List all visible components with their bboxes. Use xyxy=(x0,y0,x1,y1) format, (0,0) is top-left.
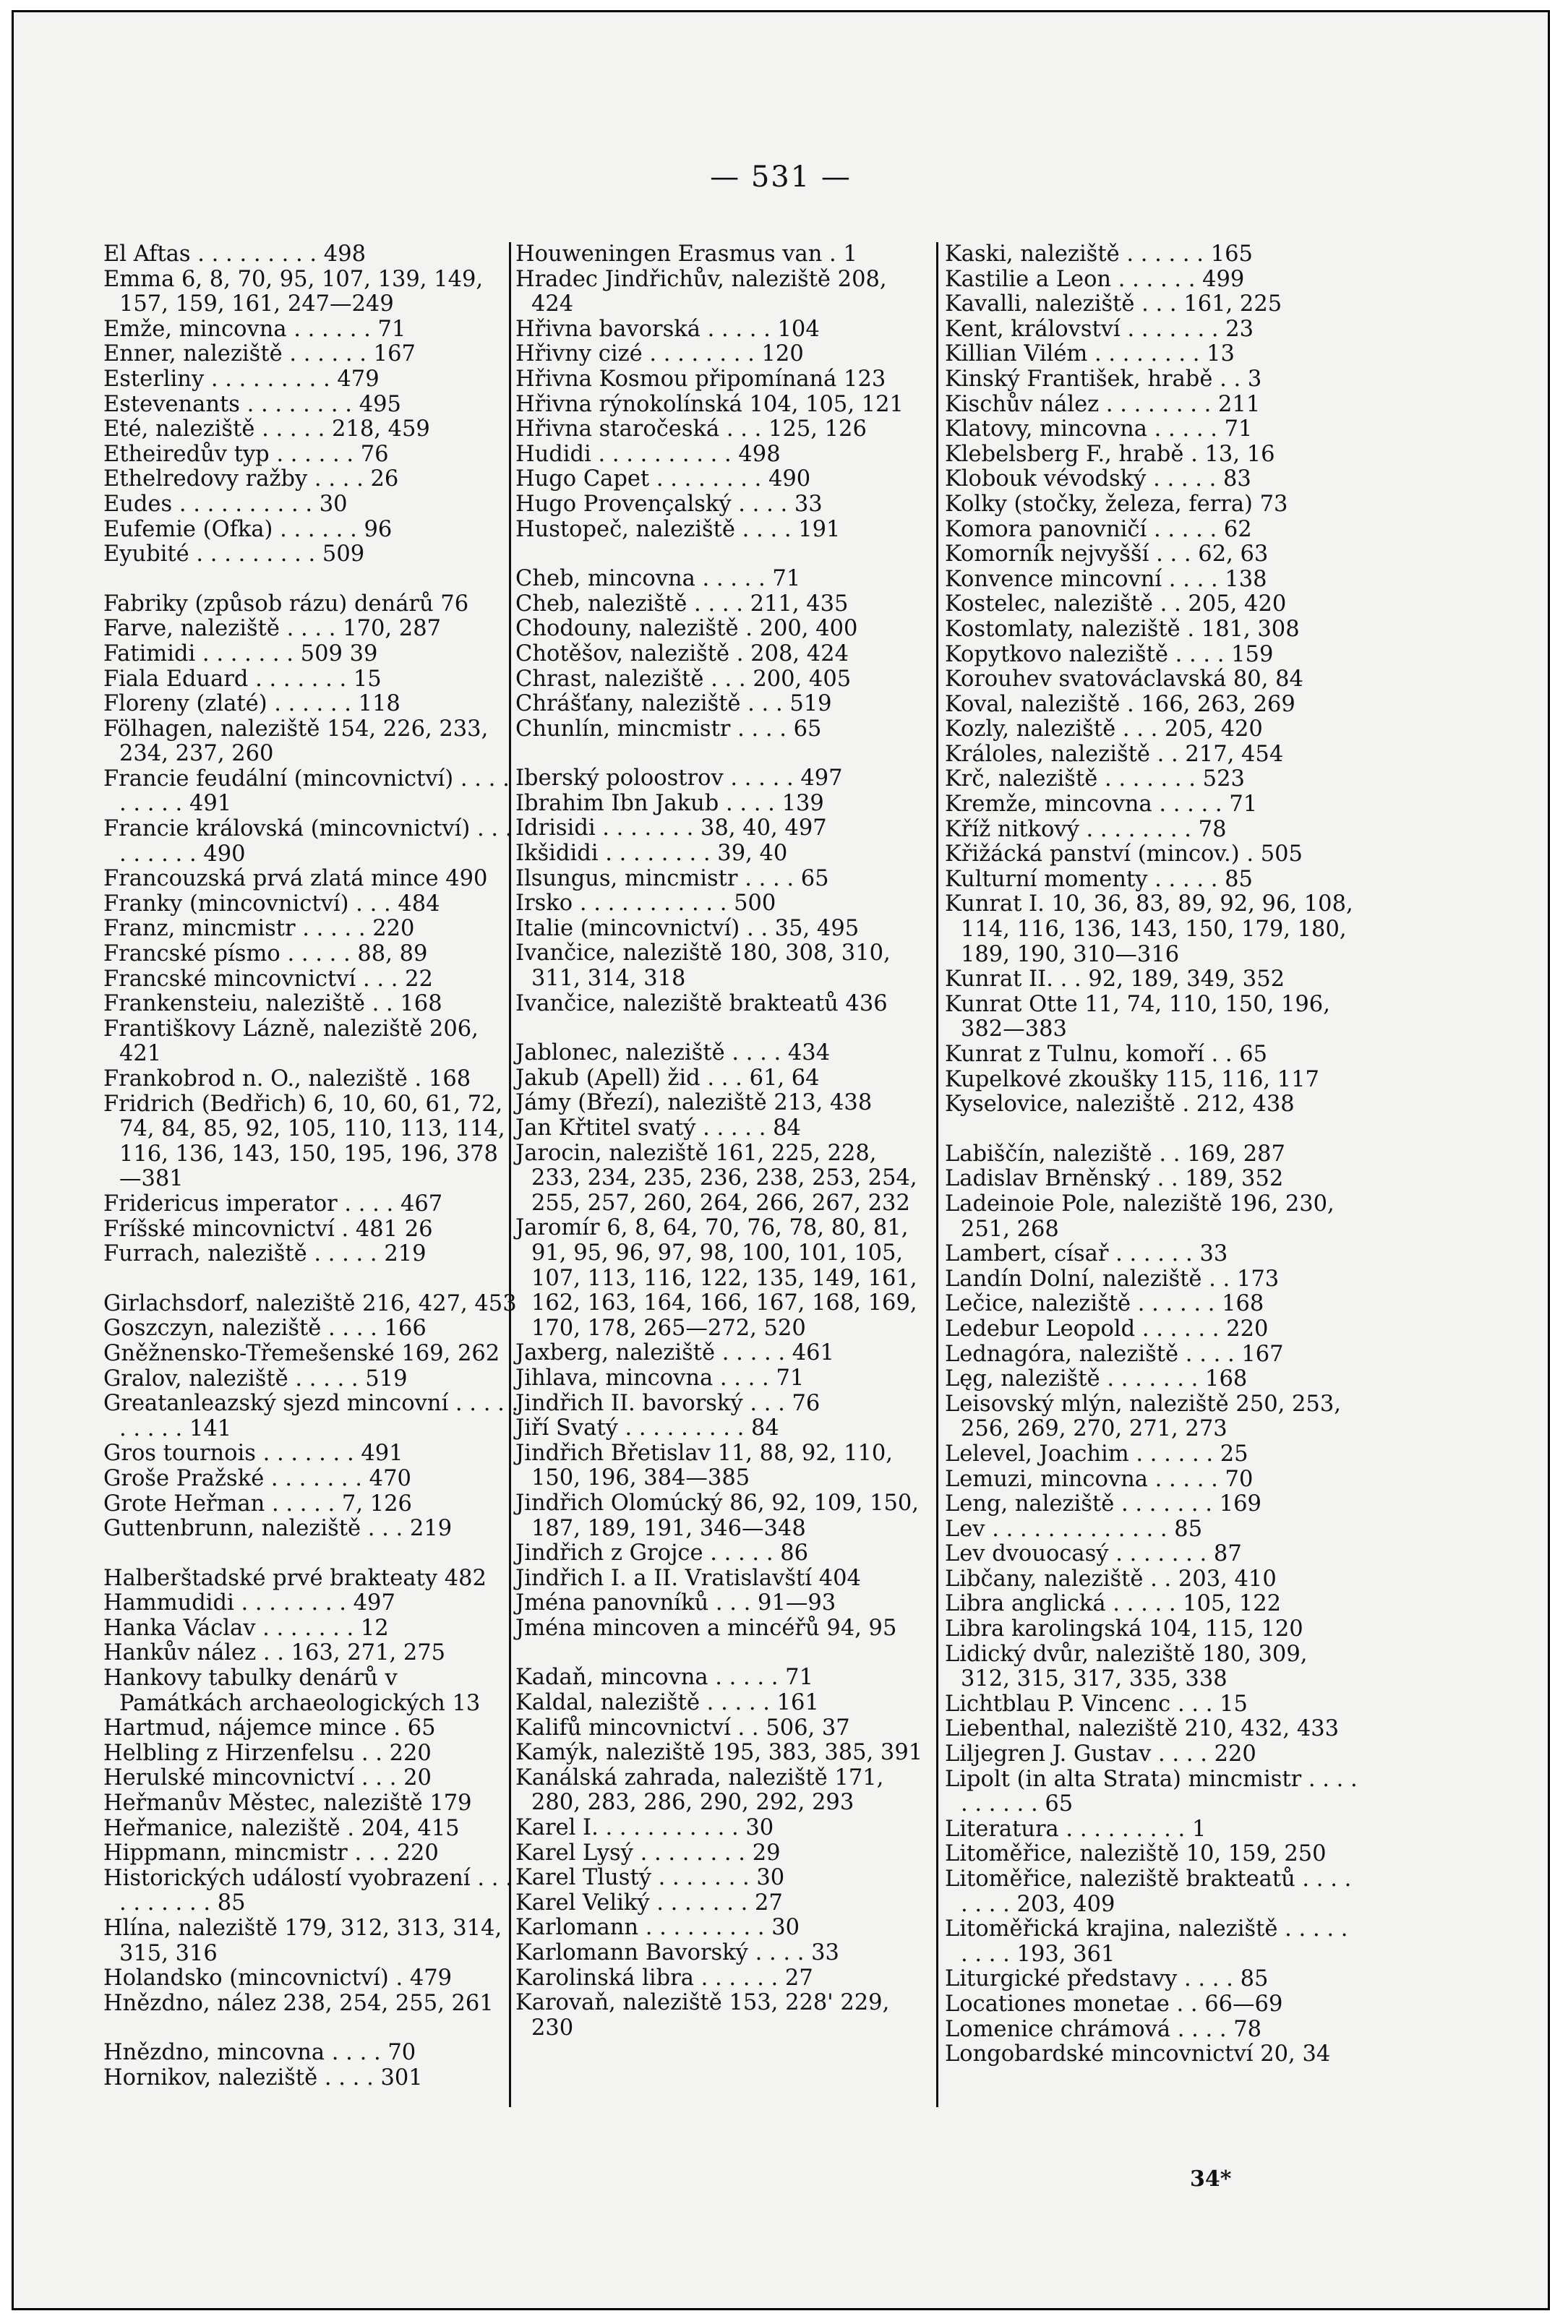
index-entry: Cheb, naleziště . . . . 211, 435 xyxy=(515,591,849,617)
index-entry: Irsko . . . . . . . . . . . 500 xyxy=(515,891,776,917)
index-entry: Fridrich (Bedřich) 6, 10, 60, 61, 72, 74, 84, 85, 92, 105, 110, 113, 114, 116, 136, 143, 150, 195, 196, 378—381 xyxy=(103,1091,505,1192)
index-entry: Gralov, naleziště . . . . . 519 xyxy=(103,1365,408,1392)
index-entry: Girlachsdorf, naleziště 216, 427, 453 xyxy=(103,1290,517,1316)
index-entry: Ledebur Leopold . . . . . . 220 xyxy=(945,1316,1269,1342)
index-entry: Francie královská (mincovnictví) . . . . . . . . . 490 xyxy=(103,816,513,867)
index-entry: Karolinská libra . . . . . . 27 xyxy=(515,1965,813,1991)
index-entry: Hugo Provençalský . . . . 33 xyxy=(515,491,823,517)
index-entry: Jiří Svatý . . . . . . . . . 84 xyxy=(515,1415,779,1441)
index-entry: Jména panovníků . . . 91—93 xyxy=(515,1590,836,1616)
index-entry: Lemuzi, mincovna . . . . . 70 xyxy=(945,1466,1254,1492)
index-entry: Lomenice chrámová . . . . 78 xyxy=(945,2016,1262,2042)
printer-signature: 34* xyxy=(1190,2166,1232,2192)
index-entry: Eufemie (Ofka) . . . . . . 96 xyxy=(103,516,393,542)
index-entry: Kostomlaty, naleziště . 181, 308 xyxy=(945,616,1300,642)
index-entry: Jablonec, naleziště . . . . 434 xyxy=(515,1040,831,1066)
index-entry: Hlína, naleziště 179, 312, 313, 314, 315, 316 xyxy=(103,1916,502,1966)
index-entry: Grote Heřman . . . . . 7, 126 xyxy=(103,1491,412,1517)
index-entry: Leng, naleziště . . . . . . . 169 xyxy=(945,1491,1261,1517)
index-entry: Ilsungus, mincmistr . . . . 65 xyxy=(515,865,829,891)
index-entry: Liljegren J. Gustav . . . . 220 xyxy=(945,1741,1256,1767)
index-entry: Kunrat z Tulnu, komoří . . 65 xyxy=(945,1042,1268,1067)
index-entry: Goszczyn, naleziště . . . . 166 xyxy=(103,1316,427,1342)
index-entry: Lečice, naleziště . . . . . . 168 xyxy=(945,1291,1264,1317)
index-entry: Estevenants . . . . . . . . 495 xyxy=(103,391,401,417)
index-entry: Lęg, naleziště . . . . . . . 168 xyxy=(945,1366,1248,1392)
index-entry: Hnězdno, nález 238, 254, 255, 261 xyxy=(103,1990,494,2016)
index-entry: Jindřich I. a II. Vratislavští 404 xyxy=(515,1565,861,1591)
index-entry: Fatimidi . . . . . . . 509 39 xyxy=(103,640,378,666)
index-entry: Eyubité . . . . . . . . . 509 xyxy=(103,541,365,567)
index-entry: Ikšididi . . . . . . . . 39, 40 xyxy=(515,841,788,867)
index-entry: Fridericus imperator . . . . 467 xyxy=(103,1191,443,1217)
index-entry: Frankensteiu, naleziště . . 168 xyxy=(103,991,442,1017)
index-entry: Franky (mincovnictví) . . . 484 xyxy=(103,891,440,917)
index-entry: Gněžnensko-Třemešenské 169, 262 xyxy=(103,1340,500,1366)
index-entry: Litoměřice, naleziště brakteatů . . . . . . . . 203, 409 xyxy=(945,1866,1352,1917)
index-entry: Furrach, naleziště . . . . . 219 xyxy=(103,1241,427,1267)
index-entry: Františkovy Lázně, naleziště 206, 421 xyxy=(103,1016,479,1067)
index-entry: Libra anglická . . . . . 105, 122 xyxy=(945,1591,1282,1617)
index-entry: Kavalli, naleziště . . . 161, 225 xyxy=(945,291,1282,317)
index-entry: Králoles, naleziště . . 217, 454 xyxy=(945,741,1284,767)
index-entry: Karel Veliký . . . . . . . 27 xyxy=(515,1890,783,1916)
index-entry: Hnězdno, mincovna . . . . 70 xyxy=(103,2040,416,2066)
index-entry: Ibrahim Ibn Jakub . . . . 139 xyxy=(515,790,824,816)
index-entry: Hustopeč, naleziště . . . . 191 xyxy=(515,516,841,542)
index-entry: Ivančice, naleziště brakteatů 436 xyxy=(515,990,888,1016)
index-entry: Jindřich Břetislav 11, 88, 92, 110, 150, 196, 384—385 xyxy=(515,1440,893,1491)
index-entry: Klebelsberg F., hrabě . 13, 16 xyxy=(945,441,1275,467)
index-entry: Fríšské mincovnictví . 481 26 xyxy=(103,1216,433,1242)
index-entry: Fölhagen, naleziště 154, 226, 233, 234, 237, 260 xyxy=(103,716,489,767)
index-entry: El Aftas . . . . . . . . . 498 xyxy=(103,241,367,267)
index-entry: Jindřich Olomúcký 86, 92, 109, 150, 187, 189, 191, 346—348 xyxy=(515,1490,919,1541)
index-entry: Křižácká panství (mincov.) . 505 xyxy=(945,841,1303,867)
index-entry: Karel I. . . . . . . . . . . 30 xyxy=(515,1815,774,1841)
index-entry: Jindřich z Grojce . . . . . 86 xyxy=(515,1540,809,1566)
index-entry: Ivančice, naleziště 180, 308, 310, 311, 314, 318 xyxy=(515,940,891,992)
index-column-2 xyxy=(515,242,931,2041)
index-entry: Locationes monetae . . 66—69 xyxy=(945,1991,1283,2017)
index-entry: Literatura . . . . . . . . . 1 xyxy=(945,1816,1207,1842)
page-number: — 531 — xyxy=(710,160,852,194)
index-entry: Hugo Capet . . . . . . . . 490 xyxy=(515,466,811,492)
index-entry: Enner, naleziště . . . . . . 167 xyxy=(103,341,416,367)
index-entry: Houweningen Erasmus van . 1 xyxy=(515,241,857,267)
index-entry: Ladislav Brněnský . . 189, 352 xyxy=(945,1166,1284,1192)
index-entry: Hřivna Kosmou připomínaná 123 xyxy=(515,366,886,392)
index-entry: Kyselovice, naleziště . 212, 438 xyxy=(945,1092,1295,1118)
index-entry: Kastilie a Leon . . . . . . 499 xyxy=(945,266,1245,292)
index-entry: Leisovský mlýn, naleziště 250, 253, 256, 269, 270, 271, 273 xyxy=(945,1391,1341,1442)
index-entry: Groše Pražské . . . . . . . 470 xyxy=(103,1465,411,1491)
index-entry: Holandsko (mincovnictví) . 479 xyxy=(103,1965,453,1991)
index-entry: Helbling z Hirzenfelsu . . 220 xyxy=(103,1740,432,1766)
index-entry: Hankův nález . . 163, 271, 275 xyxy=(103,1640,446,1666)
index-entry: Jámy (Březí), naleziště 213, 438 xyxy=(515,1090,873,1116)
index-entry: Jaxberg, naleziště . . . . . 461 xyxy=(515,1340,834,1366)
index-entry: Kaski, naleziště . . . . . . 165 xyxy=(945,241,1253,267)
index-entry: Cheb, mincovna . . . . . 71 xyxy=(515,566,801,592)
index-entry: Kozly, naleziště . . . 205, 420 xyxy=(945,716,1263,742)
index-entry: Floreny (zlaté) . . . . . . 118 xyxy=(103,691,400,717)
index-entry: Libra karolingská 104, 115, 120 xyxy=(945,1616,1303,1642)
index-entry: Kadaň, mincovna . . . . . 71 xyxy=(515,1665,813,1691)
index-entry: Kischův nález . . . . . . . . 211 xyxy=(945,391,1261,417)
index-entry: Heřmanice, naleziště . 204, 415 xyxy=(103,1815,460,1841)
index-entry: Konvence mincovní . . . . 138 xyxy=(945,566,1267,592)
index-entry: Farve, naleziště . . . . 170, 287 xyxy=(103,616,442,642)
index-column-1 xyxy=(103,242,519,2091)
index-entry: Lev dvouocasý . . . . . . . 87 xyxy=(945,1541,1242,1567)
index-entry: Lednagóra, naleziště . . . . 167 xyxy=(945,1341,1284,1367)
index-entry: Heřmanův Městec, naleziště 179 xyxy=(103,1791,472,1817)
index-entry: Francie feudální (mincovnictví) . . . . . . . . . 491 xyxy=(103,766,510,817)
index-entry: Killian Vilém . . . . . . . . 13 xyxy=(945,341,1235,367)
index-entry: Hřivna staročeská . . . 125, 126 xyxy=(515,416,867,442)
index-entry: Kopytkovo naleziště . . . . 159 xyxy=(945,641,1274,667)
index-entry: Karlomann . . . . . . . . . 30 xyxy=(515,1915,800,1941)
index-entry: Frankobrod n. O., naleziště . 168 xyxy=(103,1066,471,1092)
index-entry: Landín Dolní, naleziště . . 173 xyxy=(945,1266,1280,1292)
index-entry: Jména mincoven a mincéřů 94, 95 xyxy=(515,1615,897,1641)
index-entry: Kent, království . . . . . . . 23 xyxy=(945,316,1254,342)
index-entry: Lidický dvůr, naleziště 180, 309, 312, 315, 317, 335, 338 xyxy=(945,1641,1308,1692)
index-entry: Liebenthal, naleziště 210, 432, 433 xyxy=(945,1716,1340,1742)
index-entry: Kunrat II. . . 92, 189, 349, 352 xyxy=(945,966,1285,992)
index-entry: Hartmud, nájemce mince . 65 xyxy=(103,1715,436,1741)
index-entry: Karovaň, naleziště 153, 228' 229, 230 xyxy=(515,1990,890,2041)
index-entry: Ethelredovy ražby . . . . 26 xyxy=(103,466,399,492)
index-entry: Hřivna bavorská . . . . . 104 xyxy=(515,316,820,342)
index-entry: Krč, naleziště . . . . . . . 523 xyxy=(945,766,1245,792)
index-entry: Chodouny, naleziště . 200, 400 xyxy=(515,616,858,642)
index-entry: Fabriky (způsob rázu) denárů 76 xyxy=(103,591,469,617)
index-entry: Kostelec, naleziště . . 205, 420 xyxy=(945,591,1287,617)
index-entry: Hanka Václav . . . . . . . 12 xyxy=(103,1615,389,1641)
index-entry: Halberštadské prvé brakteaty 482 xyxy=(103,1565,487,1591)
index-entry: Kupelkové zkoušky 115, 116, 117 xyxy=(945,1066,1319,1092)
index-entry: Historických událostí vyobrazení . . . . . . . . . . 85 xyxy=(103,1865,513,1916)
index-entry: Lichtblau P. Vincenc . . . 15 xyxy=(945,1691,1248,1717)
index-entry: Fiala Eduard . . . . . . . 15 xyxy=(103,666,382,692)
index-entry: Hudidi . . . . . . . . . . 498 xyxy=(515,441,781,467)
index-entry: Gros tournois . . . . . . . 491 xyxy=(103,1441,403,1467)
index-entry: Korouhev svatováclavská 80, 84 xyxy=(945,666,1303,693)
index-entry: Jarocin, naleziště 161, 225, 228, 233, 234, 235, 236, 238, 253, 254, 255, 257, 260, 264, 266, 267, 232 xyxy=(515,1140,917,1216)
index-entry: Kinský František, hrabě . . 3 xyxy=(945,366,1262,392)
index-entry: Kremže, mincovna . . . . . 71 xyxy=(945,792,1258,818)
index-entry: Klobouk vévodský . . . . . 83 xyxy=(945,466,1251,492)
index-entry: Kulturní momenty . . . . . 85 xyxy=(945,866,1253,892)
index-entry: Emma 6, 8, 70, 95, 107, 139, 149, 157, 159, 161, 247—249 xyxy=(103,266,484,317)
index-entry: Liturgické představy . . . . 85 xyxy=(945,1966,1269,1992)
index-entry: Lipolt (in alta Strata) mincmistr . . . . . . . . . . 65 xyxy=(945,1766,1358,1817)
index-entry: Lev . . . . . . . . . . . . . 85 xyxy=(945,1516,1203,1542)
index-entry: Guttenbrunn, naleziště . . . 219 xyxy=(103,1516,453,1542)
book-page xyxy=(12,10,1550,2310)
index-entry: Jindřich II. bavorský . . . 76 xyxy=(515,1390,821,1416)
index-entry: Hornikov, naleziště . . . . 301 xyxy=(103,2064,423,2091)
index-entry: Kalifů mincovnictví . . 506, 37 xyxy=(515,1715,850,1741)
index-entry: Longobardské mincovnictví 20, 34 xyxy=(945,2041,1331,2067)
index-entry: Litoměřice, naleziště 10, 159, 250 xyxy=(945,1841,1327,1867)
index-entry: Eté, naleziště . . . . . 218, 459 xyxy=(103,416,430,442)
index-entry: Lelevel, Joachim . . . . . . 25 xyxy=(945,1441,1248,1467)
index-entry: Klatovy, mincovna . . . . . 71 xyxy=(945,416,1253,442)
index-entry: Chrášťany, naleziště . . . 519 xyxy=(515,691,832,717)
index-entry: Karel Lysý . . . . . . . . 29 xyxy=(515,1840,781,1866)
index-entry: Kamýk, naleziště 195, 383, 385, 391 xyxy=(515,1740,923,1766)
index-entry: Libčany, naleziště . . 203, 410 xyxy=(945,1566,1277,1592)
index-entry: Kanálská zahrada, naleziště 171, 280, 283, 286, 290, 292, 293 xyxy=(515,1765,884,1816)
index-entry: Litoměřická krajina, naleziště . . . . . . . . . 193, 361 xyxy=(945,1916,1348,1967)
index-entry: Idrisidi . . . . . . . 38, 40, 497 xyxy=(515,815,827,841)
index-entry: Labiščín, naleziště . . 169, 287 xyxy=(945,1141,1285,1167)
index-entry: Kaldal, naleziště . . . . . 161 xyxy=(515,1690,819,1716)
index-entry: Kunrat I. 10, 36, 83, 89, 92, 96, 108, 114, 116, 136, 143, 150, 179, 180, 189, 190, 310—316 xyxy=(945,891,1353,967)
index-column-3 xyxy=(945,242,1361,2067)
index-entry: Greatanleazský sjezd mincovní . . . . . . . . . . 141 xyxy=(103,1391,519,1441)
index-entry: Komora panovničí . . . . . 62 xyxy=(945,516,1252,542)
index-entry: Kunrat Otte 11, 74, 110, 150, 196, 382—383 xyxy=(945,991,1330,1042)
index-entry: Lambert, císař . . . . . . 33 xyxy=(945,1241,1228,1267)
index-entry: Francouzská prvá zlatá mince 490 xyxy=(103,866,488,892)
index-entry: Hankovy tabulky denárů v Památkách archaeologických 13 xyxy=(103,1665,481,1716)
index-entry: Hřivna rýnokolínská 104, 105, 121 xyxy=(515,391,904,417)
index-entry: Hippmann, mincmistr . . . 220 xyxy=(103,1840,439,1866)
index-entry: Jihlava, mincovna . . . . 71 xyxy=(515,1365,805,1391)
index-entry: Koval, naleziště . 166, 263, 269 xyxy=(945,691,1295,717)
column-rule xyxy=(936,242,938,2107)
index-entry: Komorník nejvyšší . . . 62, 63 xyxy=(945,541,1269,567)
index-entry: Herulské mincovnictví . . . 20 xyxy=(103,1765,432,1791)
index-entry: Hammudidi . . . . . . . . 497 xyxy=(103,1590,395,1616)
index-entry: Franz, mincmistr . . . . . 220 xyxy=(103,916,415,942)
index-entry: Ladeinoie Pole, naleziště 196, 230, 251, 268 xyxy=(945,1191,1334,1242)
index-entry: Chrast, naleziště . . . 200, 405 xyxy=(515,666,852,692)
index-entry: Chunlín, mincmistr . . . . 65 xyxy=(515,716,822,742)
index-entry: Emže, mincovna . . . . . . 71 xyxy=(103,316,406,342)
index-entry: Eudes . . . . . . . . . . 30 xyxy=(103,491,348,517)
index-entry: Francské mincovnictví . . . 22 xyxy=(103,966,433,992)
index-entry: Jan Křtitel svatý . . . . . 84 xyxy=(515,1115,801,1141)
index-entry: Italie (mincovnictví) . . 35, 495 xyxy=(515,915,860,941)
index-entry: Esterliny . . . . . . . . . 479 xyxy=(103,366,380,392)
index-entry: Iberský poloostrov . . . . . 497 xyxy=(515,766,843,792)
index-entry: Chotěšov, naleziště . 208, 424 xyxy=(515,640,849,666)
index-entry: Jaromír 6, 8, 64, 70, 76, 78, 80, 81, 91, 95, 96, 97, 98, 100, 101, 105, 107, 113, 116, 122, 135, 149, 161, 162, 163, 164, 166, 167, 168, 169, 170, 178, 265—272, 520 xyxy=(515,1215,917,1341)
index-entry: Etheiredův typ . . . . . . 76 xyxy=(103,441,389,467)
index-entry: Karel Tlustý . . . . . . . 30 xyxy=(515,1865,785,1891)
index-entry: Karlomann Bavorský . . . . 33 xyxy=(515,1940,839,1965)
index-entry: Francské písmo . . . . . 88, 89 xyxy=(103,941,428,967)
index-entry: Hradec Jindřichův, naleziště 208, 424 xyxy=(515,266,887,317)
index-entry: Kříž nitkový . . . . . . . . 78 xyxy=(945,816,1227,842)
index-entry: Jakub (Apell) žid . . . 61, 64 xyxy=(515,1065,820,1091)
index-entry: Hřivny cizé . . . . . . . . 120 xyxy=(515,341,804,367)
index-entry: Kolky (stočky, železa, ferra) 73 xyxy=(945,491,1288,517)
